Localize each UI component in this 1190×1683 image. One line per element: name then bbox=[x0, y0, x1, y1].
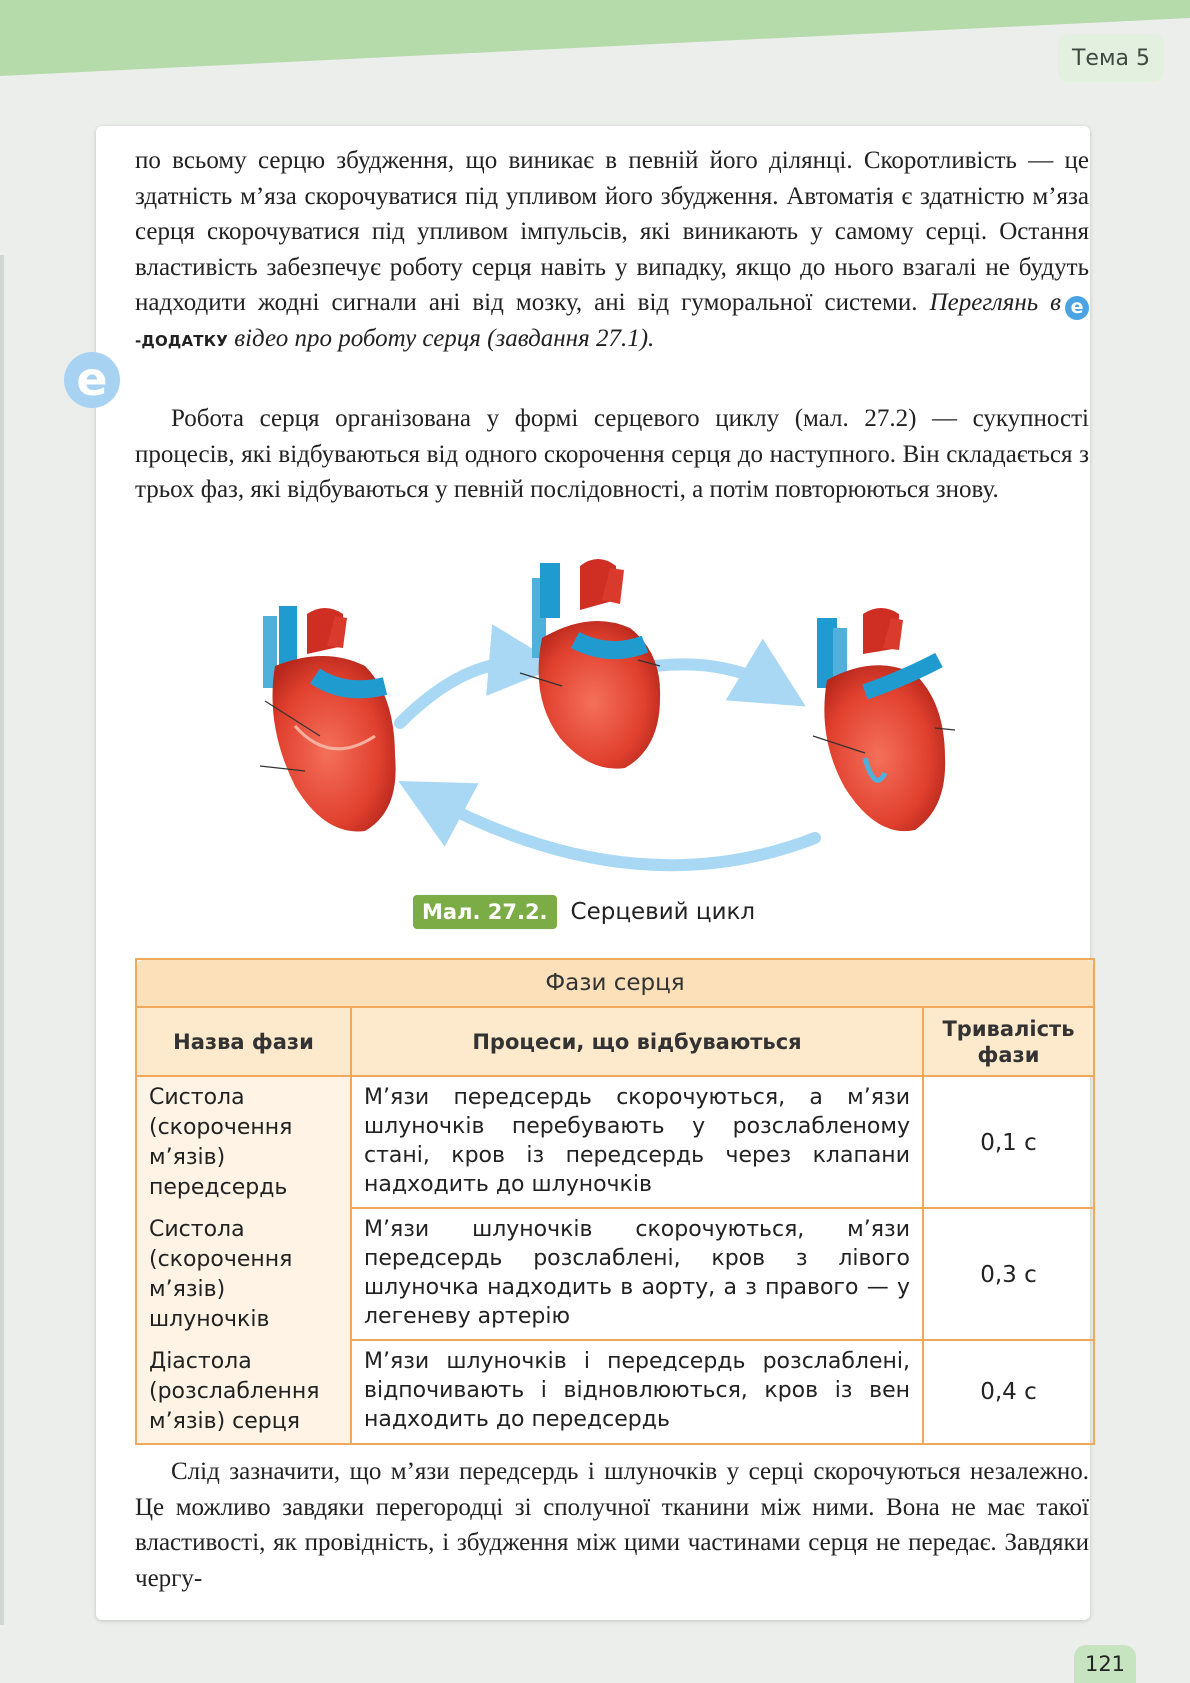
supplement-link-prefix: Переглянь в bbox=[929, 289, 1062, 316]
phase-name-cell: Систола (скорочення м’язів) передсердь bbox=[137, 1077, 350, 1209]
paragraph-3: Слід зазначити, що м’язи передсердь і шлуночків у серці скорочуються незалежно. Це можливо завдяки перегородці зі сполучної тканини між ними. Вона не має такої властивості, як провідність, і збудження між цими частинами серця не передає. Завдяки чергу- bbox=[135, 1458, 1089, 1592]
process-cell: М’язи передсердь скорочуються, а м’язи шлуночків перебувають у розслабленому стані, кров із передсердь через клапани надходить до шлуночків bbox=[350, 1077, 922, 1209]
paragraph-1 bbox=[135, 143, 1089, 359]
e-supplement-icon[interactable]: e bbox=[64, 352, 120, 408]
figure-number-badge: Мал. 27.2. bbox=[413, 895, 557, 929]
phase-name-cell: Систола (скорочення м’язів) шлуночків bbox=[137, 1209, 350, 1341]
paragraph-1-text: по всьому серцю збудження, що виникає в певній його ділянці. Скоротливість — це здатність м’яза скорочуватися під упливом його збудження. Автоматія є здатністю м’яза серця скорочуватися під упливом імпульсів, які виникають у самому серці. Остання властивість забезпечує роботу серця навіть у випадку, якщо до нього взагалі не будуть надходити жодні сигнали ані від мозку, ані від гуморальної системи. bbox=[135, 147, 1089, 316]
duration-cell: 0,1 с bbox=[922, 1077, 1093, 1209]
book-edge bbox=[0, 255, 4, 1625]
e-inline-icon: е bbox=[1065, 296, 1089, 320]
duration-cell: 0,4 с bbox=[922, 1341, 1093, 1443]
table-row bbox=[137, 1075, 1093, 1207]
supplement-link-suffix: відео про роботу серця (завдання 27.1). bbox=[234, 324, 655, 352]
phase-name-cell: Діастола (розслаблення м’язів) серця bbox=[137, 1341, 350, 1443]
process-cell: М’язи шлуночків скорочуються, м’язи передсердь розслаблені, кров з лівого шлуночка надходить в аорту, а з правого — у легеневу артерію bbox=[350, 1209, 922, 1341]
header-phase-name: Назва фази bbox=[173, 1029, 314, 1054]
heart-illustration-ventricular-systole bbox=[520, 559, 660, 769]
heart-illustration-diastole bbox=[813, 608, 955, 831]
supplement-label[interactable]: -ДОДАТКУ bbox=[135, 331, 228, 350]
page-number: 121 bbox=[1074, 1645, 1136, 1683]
table-title: Фази серця bbox=[137, 960, 1093, 1006]
topic-tab: Тема 5 bbox=[1058, 34, 1164, 82]
figure-caption bbox=[413, 893, 755, 931]
duration-cell: 0,3 с bbox=[922, 1209, 1093, 1341]
header-band bbox=[0, 0, 1190, 90]
heart-illustration-atrial-systole bbox=[260, 606, 396, 831]
table-row bbox=[137, 1339, 1093, 1443]
process-cell: М’язи шлуночків і передсердь розслаблені, відпочивають і відновлюються, кров із вен надходить до передсердь bbox=[350, 1341, 922, 1443]
figure-caption-text: Серцевий цикл bbox=[570, 899, 756, 925]
heart-cycle-figure bbox=[255, 548, 975, 888]
paragraph-2: Робота серця організована у формі серцевого циклу (мал. 27.2) — сукупності процесів, які відбуваються від одного скорочення серця до наступного. Він складається з трьох фаз, які відбуваються у певній послідовності, а потім повторюються знову. bbox=[135, 405, 1089, 503]
table-header-row bbox=[137, 1006, 1093, 1075]
header-duration: Тривалість фази bbox=[922, 1008, 1093, 1075]
header-processes: Процеси, що відбуваються bbox=[350, 1008, 922, 1075]
heart-phases-table bbox=[135, 958, 1095, 1445]
table-row bbox=[137, 1207, 1093, 1339]
